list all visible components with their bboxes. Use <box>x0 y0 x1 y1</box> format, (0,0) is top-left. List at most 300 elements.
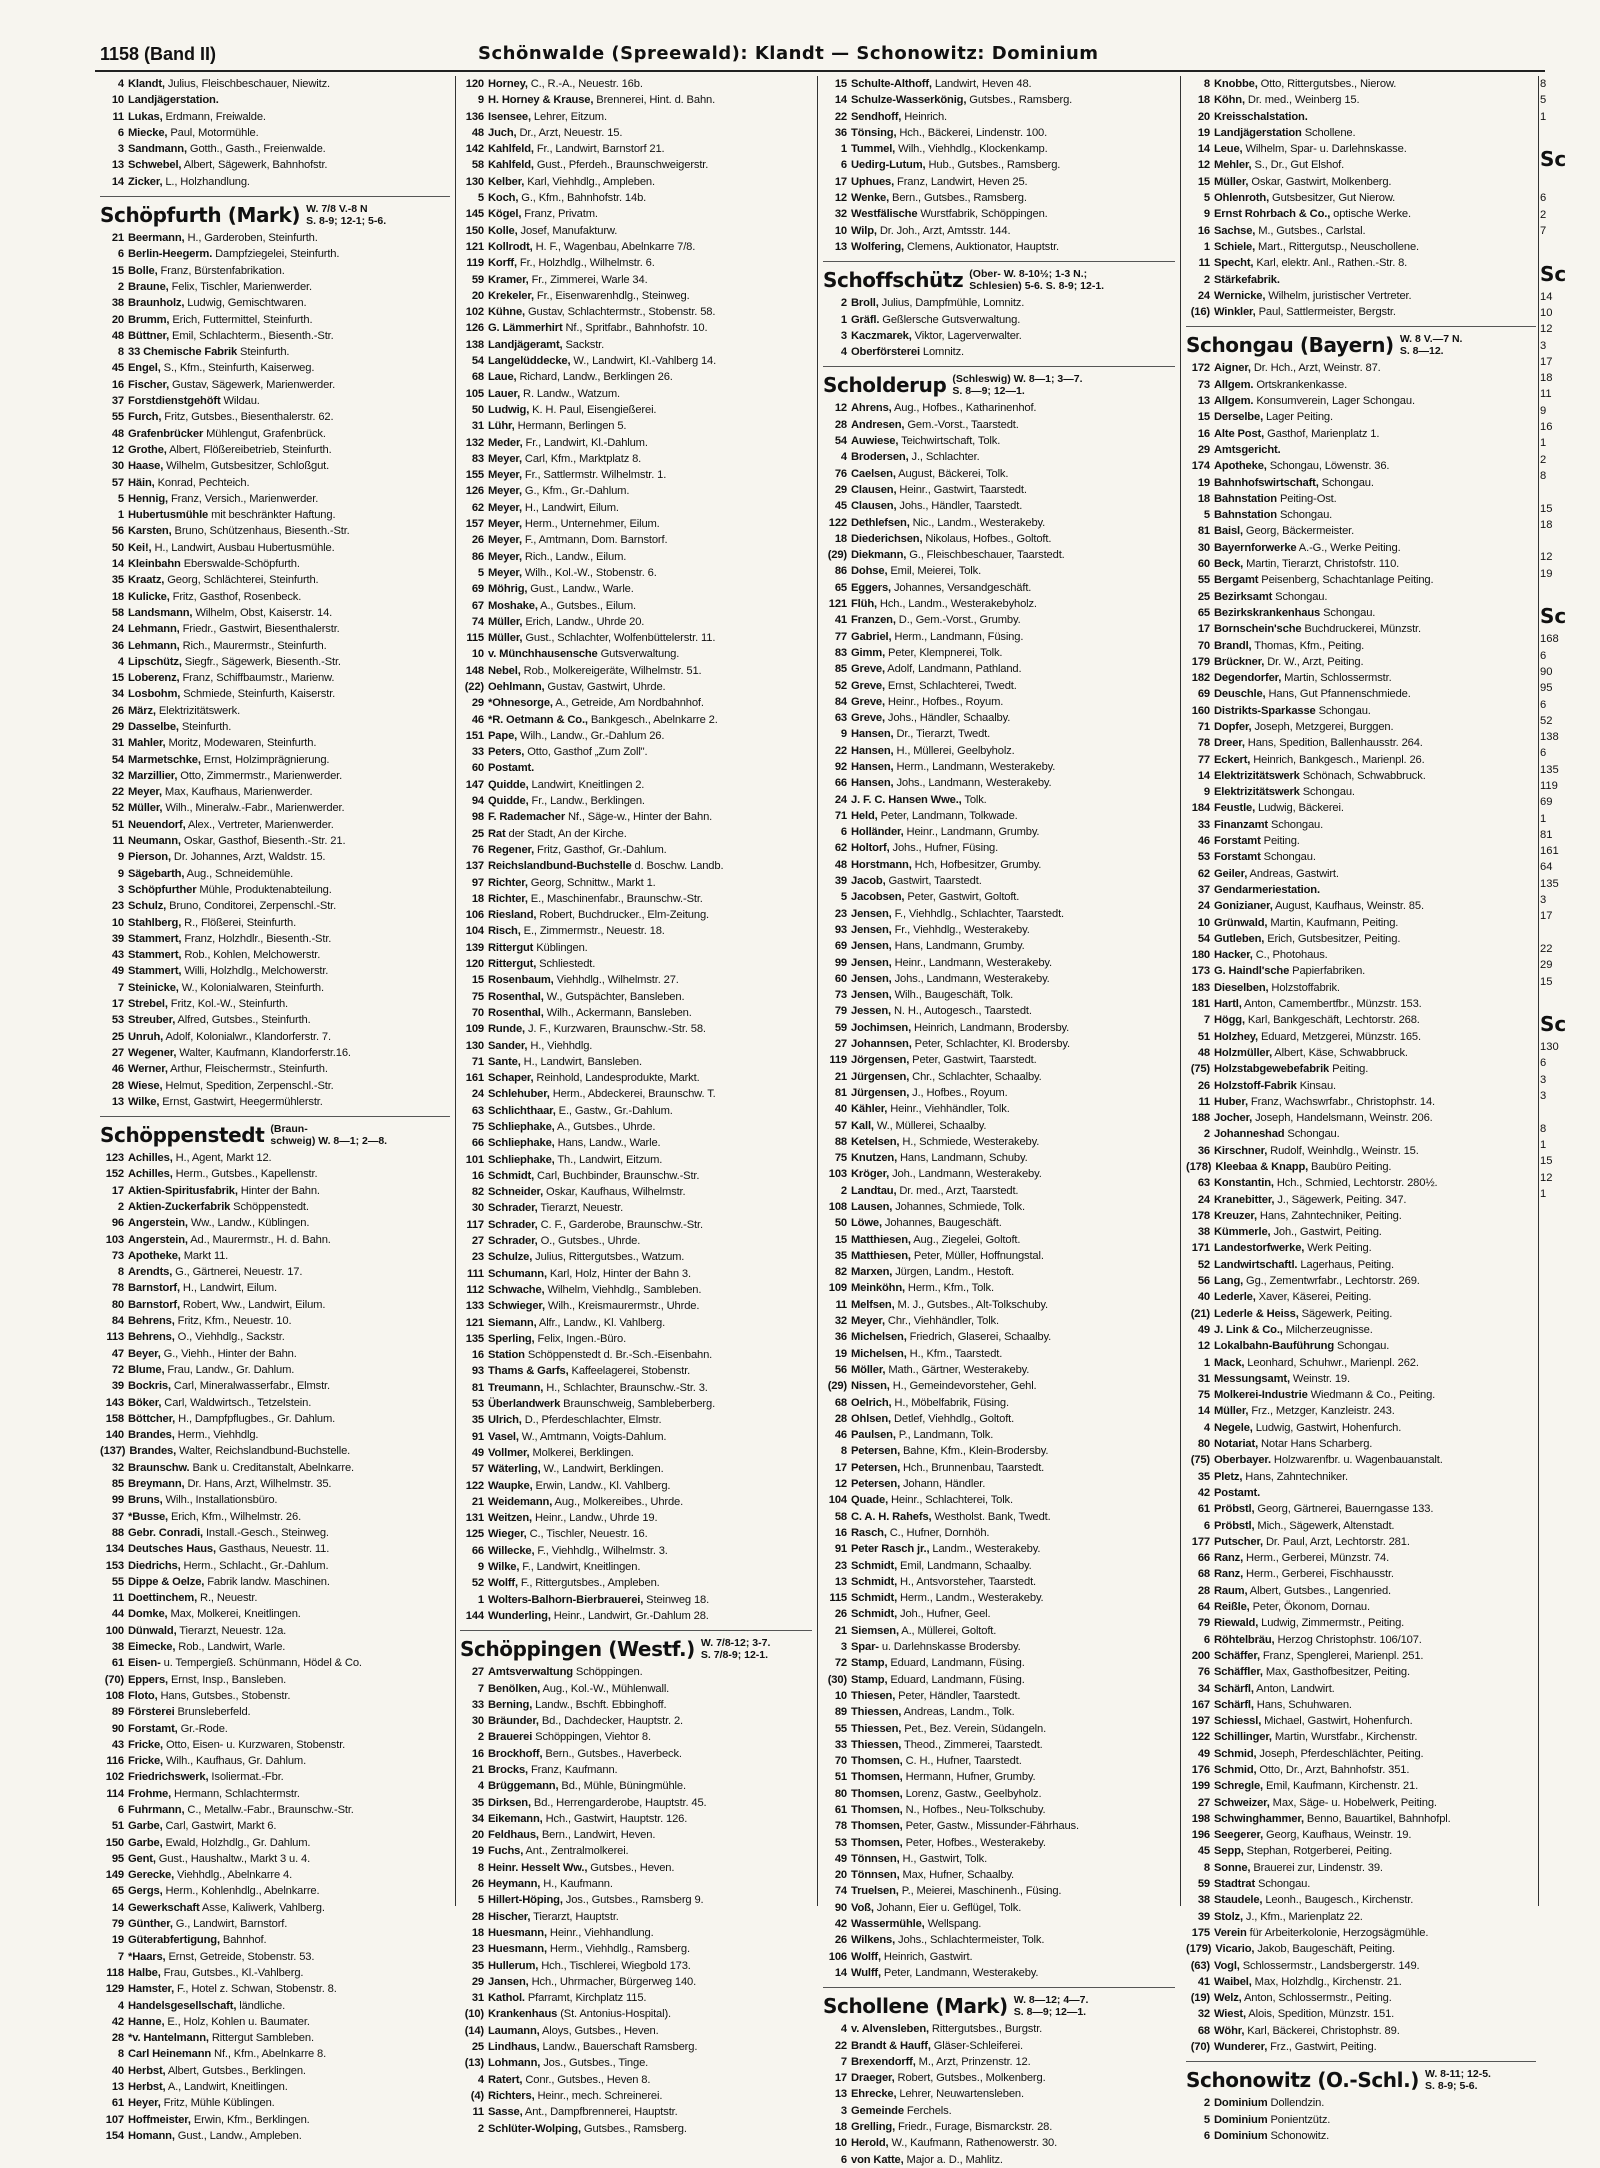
entry-details: Wilhelm, Gutsbesitzer, Schloßgut. <box>163 460 330 473</box>
entry-name: Eckert, <box>1214 753 1251 766</box>
entry-name: Lokalbahn-Bauführung <box>1214 1340 1335 1353</box>
directory-entry <box>823 1541 1175 1557</box>
entry-name: Regener, <box>488 843 535 856</box>
phone-number: 53 <box>111 1014 124 1027</box>
entry-name: Beck, <box>1214 558 1244 571</box>
phone-number: 6 <box>1203 2129 1210 2142</box>
phone-number: (16) <box>1190 306 1210 319</box>
phone-number: 150 <box>465 224 484 237</box>
entry-name: Meyer, <box>488 550 522 563</box>
entry-details: Hch., Landm., Westerakebyholz. <box>876 598 1037 611</box>
entry-name: Müller, <box>488 632 523 645</box>
directory-entry <box>100 1443 450 1459</box>
phone-number: 8 <box>477 1861 484 1874</box>
directory-entry <box>100 1150 450 1166</box>
phone-number: 18 <box>471 892 484 905</box>
entry-name: Ludwig, <box>488 403 530 416</box>
phone-number: 48 <box>834 858 847 871</box>
phone-number: 138 <box>465 338 484 351</box>
directory-entry <box>460 402 812 418</box>
entry-name: Fuhrmann, <box>128 1803 185 1816</box>
entry-name: Uphues, <box>851 175 895 188</box>
cropped-entry <box>1540 925 1600 941</box>
entry-details: G., Landwirt, Barnstorf. <box>172 1918 288 1931</box>
entry-details: W., Kolonialwaren, Steinfurth. <box>178 981 324 994</box>
phone-number: 28 <box>111 2032 124 2045</box>
entry-name: Brandes, <box>129 1445 177 1458</box>
directory-entry <box>823 1476 1175 1492</box>
phone-number: 33 <box>471 1698 484 1711</box>
entry-details: Peiting. <box>1260 835 1300 848</box>
entry-name: Petersen, <box>851 1461 901 1474</box>
directory-entry <box>100 328 450 344</box>
entry-name: Westfälische <box>851 208 918 221</box>
directory-entry <box>460 369 812 385</box>
phone-number: 31 <box>111 737 124 750</box>
phone-number: 91 <box>834 1543 847 1556</box>
cropped-entry: 1 <box>1540 437 1547 450</box>
entry-details: G., Kfm., Gr.-Dahlum. <box>521 485 630 498</box>
entry-details: Johs., Hufner, Füsing. <box>889 842 999 855</box>
directory-entry <box>100 295 450 311</box>
office-hours-line: W. 8-11; 12-5. <box>1425 2068 1491 2081</box>
directory-entry <box>100 1558 450 1574</box>
directory-entry <box>100 2112 450 2128</box>
entry-name: Draeger, <box>851 2072 895 2085</box>
entry-details: Wilh., Kreismaurermstr., Uhrde. <box>544 1300 700 1313</box>
entry-name: Schwebel, <box>128 159 182 172</box>
directory-entry <box>1186 239 1536 255</box>
cropped-entry: 6 <box>1540 747 1547 760</box>
entry-name: J. F. C. Hansen Wwe., <box>851 793 962 806</box>
phone-number: 15 <box>1197 411 1210 424</box>
phone-number: 26 <box>471 1878 484 1891</box>
directory-entry <box>460 1298 812 1314</box>
entry-name: Löwe, <box>851 1217 882 1230</box>
phone-number: 51 <box>1197 1030 1210 1043</box>
phone-number: 54 <box>111 753 124 766</box>
directory-entry <box>1186 605 1536 621</box>
section-divider <box>460 1630 812 1631</box>
directory-entry <box>823 1069 1175 1085</box>
entry-name: Held, <box>851 809 878 822</box>
phone-number: 136 <box>465 110 484 123</box>
phone-number: 139 <box>465 941 484 954</box>
entry-name: Schregle, <box>1214 1780 1264 1793</box>
directory-entry <box>1186 426 1536 442</box>
directory-entry <box>460 320 812 336</box>
phone-number: 43 <box>111 949 124 962</box>
directory-entry <box>100 752 450 768</box>
entry-details: Hch., Uhrmacher, Bürgerweg 140. <box>528 1975 697 1988</box>
phone-number: 75 <box>471 1121 484 1133</box>
entry-details: Jürgen, Landm., Hestoft. <box>892 1266 1015 1279</box>
entry-details: Gust., Landw., Ampleben. <box>174 2129 302 2142</box>
directory-entry <box>823 808 1175 824</box>
directory-entry <box>100 442 450 458</box>
phone-number: 108 <box>828 1201 847 1213</box>
entry-details: Leonh., Baugesch., Kirchenstr. <box>1262 1894 1414 1907</box>
entry-details: Dollendzin. <box>1267 2097 1325 2110</box>
entry-details: Martin, Schlossermstr. <box>1281 672 1392 685</box>
directory-entry <box>823 223 1175 239</box>
directory-entry <box>460 1070 812 1086</box>
entry-name: Korff, <box>488 257 517 270</box>
entry-details: O., Viehhdlg., Sackstr. <box>174 1331 285 1344</box>
entry-name: J. Link & Co., <box>1214 1323 1283 1336</box>
directory-entry <box>100 719 450 735</box>
entry-details: Max, Hufner, Schaalby. <box>899 1869 1015 1882</box>
entry-details: Ferchels. <box>903 2104 952 2117</box>
entry-name: Brüggemann, <box>488 1780 559 1793</box>
entry-details: R. Landw., Watzum. <box>520 387 621 400</box>
office-hours <box>1425 2068 1491 2092</box>
phone-number: 199 <box>1191 1780 1210 1793</box>
phone-number: 3 <box>840 1641 847 1654</box>
entry-name: Marzillier, <box>128 769 178 782</box>
directory-entry <box>460 1892 812 1908</box>
directory-entry <box>460 1925 812 1941</box>
phone-number: 50 <box>111 541 124 554</box>
directory-entry <box>100 1460 450 1476</box>
entry-name: Kall, <box>851 1119 874 1132</box>
entry-details: Fr., Viehhdlg., Westerakeby. <box>891 923 1030 936</box>
entry-name: Thams & Garfs, <box>488 1365 569 1378</box>
phone-number: 5 <box>477 566 484 579</box>
section-divider <box>823 1987 1175 1988</box>
city-heading <box>1186 333 1536 357</box>
entry-name: Lipschütz, <box>128 655 182 668</box>
entry-details: Schönach, Schwabbruck. <box>1299 769 1426 782</box>
entry-details: Fritz, Kol.-W., Steinfurth. <box>167 998 288 1011</box>
entry-details: Julius, Fleischbeschauer, Niewitz. <box>164 78 330 90</box>
phone-number: 1 <box>840 313 847 326</box>
entry-details: Nf., Säge-w., Hinter der Bahn. <box>565 811 713 824</box>
entry-details: Rob., Molkereigeräte, Wilhelmstr. 51. <box>520 664 702 677</box>
phone-number: (22) <box>464 680 484 693</box>
entry-name: Apotheke, <box>128 1249 181 1262</box>
directory-entry <box>823 1443 1175 1459</box>
cropped-entry <box>1540 239 1600 255</box>
directory-entry <box>1186 1110 1536 1126</box>
phone-number: 52 <box>1197 1258 1210 1271</box>
entry-details: Johs., Landmann, Westerakeby. <box>893 777 1052 790</box>
entry-name: Andresen, <box>851 418 905 431</box>
city-heading <box>460 1637 812 1661</box>
entry-name: F. Rademacher <box>488 811 566 824</box>
phone-number: 7 <box>1203 1014 1210 1027</box>
directory-entry <box>1186 540 1536 556</box>
entry-name: Ehrecke, <box>851 2088 897 2101</box>
entry-details: Robert, Buchdrucker., Elm-Zeitung. <box>536 909 709 922</box>
phone-number: 23 <box>111 900 124 913</box>
directory-entry <box>100 686 450 702</box>
entry-name: Blume, <box>128 1363 165 1376</box>
entry-name: Kühne, <box>488 306 526 319</box>
phone-number: 29 <box>1197 443 1210 456</box>
entry-details: Gutsbes., Ramsberg. <box>966 94 1073 107</box>
entry-details: Adolf, Kolonialwr., Klandorferstr. 7. <box>163 1030 331 1043</box>
directory-entry <box>823 1867 1175 1883</box>
directory-entry <box>460 516 812 532</box>
phone-number: 32 <box>834 208 847 221</box>
directory-entry <box>1186 800 1536 816</box>
directory-entry <box>100 1541 450 1557</box>
directory-entry <box>823 1264 1175 1280</box>
phone-number: (21) <box>1190 1307 1210 1320</box>
entry-details: Schöppenstedt d. Br.-Sch.-Eisenbahn. <box>524 1349 713 1362</box>
phone-number: 35 <box>111 574 124 587</box>
entry-details: Martin, Tierarzt, Christofstr. 110. <box>1243 558 1400 571</box>
entry-name: Braune, <box>128 280 169 293</box>
phone-number: 49 <box>834 1852 847 1865</box>
entry-name: Grünwald, <box>1214 916 1268 929</box>
entry-name: Kümmerle, <box>1214 1226 1271 1239</box>
entry-details: Milcherzeugnisse. <box>1282 1323 1373 1336</box>
entry-details: W., Amtmann, Voigts-Dahlum. <box>518 1430 667 1443</box>
entry-name: Lang, <box>1214 1275 1244 1288</box>
phone-number: 4 <box>477 1780 484 1793</box>
entry-details: Erwin, Landw., Kl. Vahlberg. <box>532 1479 671 1492</box>
entry-details: Albert, Sägewerk, Bahnhofstr. <box>181 159 328 172</box>
entry-details: Chr., Viehhändler, Tolk. <box>884 1315 999 1328</box>
directory-entry <box>1186 1289 1536 1305</box>
entry-details: Mühle, Produktenabteilung. <box>196 883 332 896</box>
entry-details: Felix, Ingen.-Büro. <box>534 1332 627 1345</box>
directory-entry <box>823 449 1175 465</box>
entry-details: P., Landmann, Tolk. <box>895 1429 994 1442</box>
phone-number: 11 <box>472 2106 484 2119</box>
directory-entry <box>460 1363 812 1379</box>
entry-details: Schonowitz. <box>1267 2129 1330 2142</box>
directory-entry <box>1186 817 1536 833</box>
entry-details: Peter, Hofbes., Westerakeby. <box>902 1836 1046 1849</box>
entry-details: A., Getreide, Am Nordbahnhof. <box>552 697 704 710</box>
cropped-entry: 69 <box>1540 796 1553 809</box>
entry-name: Dominium <box>1214 2113 1268 2126</box>
entry-details: Peisenberg, Schachtanlage Peiting. <box>1258 574 1434 587</box>
phone-number: 66 <box>834 777 847 790</box>
entry-name: Hischer, <box>488 1910 531 1923</box>
phone-number: 61 <box>1197 1503 1210 1516</box>
entry-details: Markt 11. <box>180 1249 229 1262</box>
directory-entry <box>100 947 450 963</box>
entry-name: Friedrichswerk, <box>128 1771 209 1784</box>
entry-details: Richard, Landw., Berklingen 26. <box>516 371 673 384</box>
entry-details: Reinhold, Landesprodukte, Markt. <box>533 1072 700 1085</box>
phone-number: 177 <box>1191 1535 1210 1548</box>
directory-entry <box>100 1313 450 1329</box>
entry-details: Michael, Gastwirt, Hohenfurch. <box>1261 1715 1413 1728</box>
entry-name: Thiessen, <box>851 1722 902 1735</box>
phone-number: 38 <box>111 297 124 310</box>
directory-entry <box>460 1461 812 1477</box>
entry-name: Heymann, <box>488 1878 541 1891</box>
entry-details: F., Viehhdlg., Wilhelmstr. 3. <box>534 1544 668 1557</box>
directory-entry <box>460 1249 812 1265</box>
directory-entry <box>100 1346 450 1362</box>
entry-details: E., Maschinenfabr., Braunschw.-Str. <box>527 892 703 905</box>
entry-name: Böttcher, <box>128 1412 176 1425</box>
phone-number: 26 <box>834 1934 847 1947</box>
entry-details: Herm., Gutsbes., Kapellenstr. <box>172 1168 318 1181</box>
entry-name: Ranz, <box>1214 1552 1244 1565</box>
directory-entry <box>100 1655 450 1671</box>
directory-entry <box>1186 2128 1536 2144</box>
phone-number: 35 <box>471 1959 484 1972</box>
directory-entry <box>100 1721 450 1737</box>
phone-number: 70 <box>834 1755 847 1768</box>
entry-name: Holzstabgewebefabrik <box>1214 1063 1330 1076</box>
entry-details: Otto, Eisen- u. Kurzwaren, Stobenstr. <box>163 1738 346 1751</box>
entry-details: Johannes, Versandgeschäft. <box>891 581 1032 594</box>
phone-number: 54 <box>1197 932 1210 945</box>
entry-details: Dr. Paul, Arzt, Lechtorstr. 281. <box>1263 1535 1410 1548</box>
entry-details: Walter, Reichslandbund-Buchstelle. <box>176 1445 351 1458</box>
phone-number: 133 <box>465 1300 484 1313</box>
directory-entry <box>823 1280 1175 1296</box>
entry-name: Brumm, <box>128 313 170 326</box>
entry-name: Müller, <box>1214 175 1249 188</box>
office-hours-line: (Ober- W. 8-10½; 1-3 N.; <box>969 268 1088 281</box>
entry-name: Carl Heinemann <box>128 2048 212 2061</box>
entry-details: Gutsbes., Heven. <box>587 1861 675 1874</box>
entry-details: Joseph, Handelsmann, Weinstr. 206. <box>1252 1112 1433 1125</box>
directory-entry <box>100 1818 450 1834</box>
entry-details: optische Werke. <box>1330 208 1411 221</box>
phone-number: 122 <box>1191 1731 1210 1744</box>
entry-details: Oskar, Kaufhaus, Wilhelmstr. <box>543 1186 686 1199</box>
phone-number: 12 <box>834 192 847 205</box>
entry-details: C. F., Garderobe, Braunschw.-Str. <box>537 1218 703 1231</box>
cropped-entry: 6 <box>1540 192 1547 205</box>
directory-entry <box>823 938 1175 954</box>
entry-details: H., Antsvorsteher, Taarstedt. <box>897 1575 1036 1588</box>
entry-details: Fritz, Gasthof, Gr.-Dahlum. <box>534 843 667 856</box>
entry-name: Kleinbahn <box>128 558 181 571</box>
office-hours-line: (Schleswig) W. 8—1; 3—7. <box>952 373 1083 386</box>
entry-name: Winkler, <box>1214 306 1256 319</box>
entry-name: Kleebaa & Knapp, <box>1215 1161 1309 1173</box>
entry-details: Viehhdlg., Abelnkarre 4. <box>174 1869 293 1882</box>
phone-number: 32 <box>111 1461 124 1474</box>
entry-name: Deutsches Haus, <box>128 1543 216 1556</box>
directory-entry <box>1186 1192 1536 1208</box>
entry-name: Köhn, <box>1214 94 1245 107</box>
entry-details: M. J., Gutsbes., Alt-Tolkschuby. <box>894 1298 1048 1311</box>
entry-name: Brockhoff, <box>488 1747 543 1760</box>
entry-name: Langelüddecke, <box>488 355 571 368</box>
entry-details: Viehhdlg., Wilhelmstr. 27. <box>553 974 679 987</box>
phone-number: 60 <box>1197 558 1210 571</box>
directory-entry <box>100 1606 450 1622</box>
entry-details: Oskar, Gasthof, Biesenth.-Str. 21. <box>180 835 346 848</box>
entry-details: Hch., Bäckerei, Lindenstr. 100. <box>896 126 1048 139</box>
entry-details: Hans, Gut Pfannenschmiede. <box>1265 688 1411 701</box>
directory-entry <box>460 1795 812 1811</box>
directory-entry <box>823 922 1175 938</box>
entry-details: Schongau, Löwenstr. 36. <box>1266 460 1390 473</box>
entry-name: Kolle, <box>488 224 518 237</box>
entry-name: Vogl, <box>1214 1959 1240 1972</box>
directory-column-4 <box>1186 76 1536 2142</box>
entry-details: Schongau. <box>1267 818 1324 831</box>
entry-name: *v. Hantelmann, <box>128 2032 209 2045</box>
entry-details: Hermann, Hufner, Grumby. <box>902 1771 1036 1784</box>
phone-number: 6 <box>840 159 847 172</box>
directory-entry <box>823 206 1175 222</box>
phone-number: 1 <box>477 1593 484 1606</box>
directory-entry <box>460 1086 812 1102</box>
entry-name: Strebel, <box>128 998 168 1011</box>
entry-name: Grelling, <box>851 2121 896 2134</box>
phone-number: 24 <box>1197 289 1210 302</box>
entry-name: Schäffler, <box>1214 1666 1263 1679</box>
phone-number: 173 <box>1191 965 1210 978</box>
entry-name: Meyer, <box>488 501 522 514</box>
entry-details: mit beschränkter Haftung. <box>208 509 336 522</box>
entry-details: Fr., Landwirt, Kl.-Dahlum. <box>522 436 648 449</box>
entry-details: Otto, Dr., Arzt, Bahnhofstr. 351. <box>1256 1763 1410 1776</box>
entry-name: Clausen, <box>851 483 897 496</box>
entry-name: Clausen, <box>851 500 897 513</box>
phone-number: 23 <box>471 1251 484 1264</box>
entry-details: Max, Holzhdlg., Kirchenstr. 21. <box>1251 1975 1402 1988</box>
entry-details: Wilh., Ackermann, Bansleben. <box>543 1006 692 1019</box>
directory-entry <box>100 605 450 621</box>
entry-name: Bolle, <box>128 264 158 277</box>
directory-entry <box>460 760 812 776</box>
phone-number: 50 <box>471 403 484 416</box>
phone-number: 55 <box>111 411 124 424</box>
entry-details: Max, Molkerei, Kneitlingen. <box>167 1608 301 1621</box>
phone-number: 200 <box>1191 1649 1210 1662</box>
entry-details: Papierfabriken. <box>1289 965 1366 978</box>
directory-entry <box>1186 1175 1536 1191</box>
entry-name: Landwirtschaftl. <box>1214 1258 1298 1271</box>
phone-number: 57 <box>111 476 124 489</box>
phone-number: 34 <box>471 1812 484 1825</box>
entry-name: Dreer, <box>1214 737 1245 750</box>
cropped-entry: 19 <box>1540 567 1553 580</box>
entry-name: Wernicke, <box>1214 289 1266 302</box>
entry-details: Johs., Händler, Taarstedt. <box>896 500 1023 513</box>
entry-details: A., Gutsbes., Uhrde. <box>554 1121 656 1133</box>
entry-name: Wilkens, <box>851 1934 896 1947</box>
phone-number: 67 <box>471 599 484 612</box>
directory-entry <box>100 1753 450 1769</box>
directory-entry <box>100 2046 450 2062</box>
directory-entry <box>100 1623 450 1639</box>
entry-name: Meder, <box>488 436 523 449</box>
entry-details: Th., Landwirt, Eitzum. <box>554 1153 663 1166</box>
directory-entry <box>1186 458 1536 474</box>
entry-name: Laumann, <box>488 2024 540 2037</box>
city-name: Schongau (Bayern) <box>1186 333 1394 358</box>
entry-name: Haase, <box>128 460 164 473</box>
phone-number: 29 <box>111 720 124 733</box>
entry-name: Quidde, <box>488 778 529 791</box>
directory-entry <box>460 2104 812 2120</box>
entry-details: J., Hofbes., Royum. <box>909 1086 1008 1099</box>
directory-entry <box>1186 1045 1536 1061</box>
entry-details: Hans, Zahntechniker, Peiting. <box>1256 1209 1402 1222</box>
phone-number: 76 <box>1197 1666 1210 1679</box>
phone-number: 144 <box>465 1609 484 1622</box>
phone-number: 68 <box>471 371 484 384</box>
phone-number: 6 <box>117 126 124 139</box>
cropped-entry: 1 <box>1540 1138 1547 1151</box>
